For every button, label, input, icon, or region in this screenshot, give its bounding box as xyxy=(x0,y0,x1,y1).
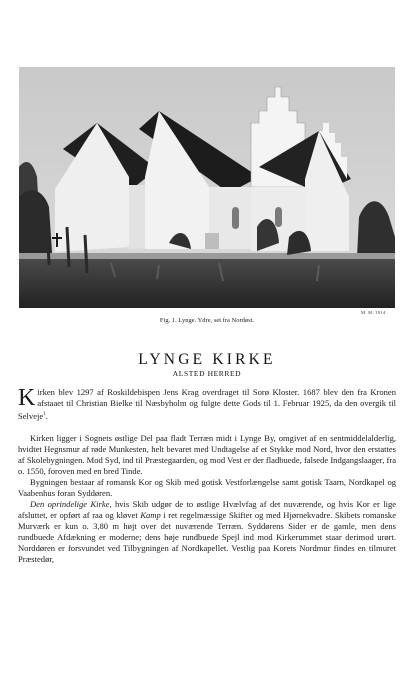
page-title: LYNGE KIRKE xyxy=(138,351,276,368)
intro-text: irken blev 1297 af Roskildebispen Jens Krag overdraget til Sorø Kloster. 1687 blev den fra Kronen afstaaet til Christian Bielke til Næsbyholm og fulgte dette Gods til 1. Februar 1925, da den overgik til Selveje xyxy=(18,387,396,421)
paragraph xyxy=(18,499,396,565)
paragraph: Bygningen bestaar af romansk Kor og Skib med gotisk Vestforlængelse samt gotisk Taarn, Nordkapel og Vaabenhus foran Syddøren. xyxy=(18,476,396,498)
intro-end: . xyxy=(45,410,48,421)
figure-caption: Fig. 1. Lynge. Ydre, set fra Nordøst. xyxy=(159,317,255,324)
paragraph-text: i ret regelmæssige Skifter og med Hjørnekvadre. Skibets romanske Murværk er kun o. 3,80 m højt over det nuværende Terræn. Syddørens Sider er de gamle, men dens rundbuede Afdækning er moderne; dens høje rundbuede Spejl ind mod Kirkerummet staar derimod urørt. Norddøren er forsvundet ved Tilbygningen af Nordkapellet. Vestlig paa Korets Nordmur findes en tilmuret Præstedør, xyxy=(18,509,396,564)
italic-lead: Den oprindelige Kirke, xyxy=(30,498,112,509)
photo-credit: M. M. 1914 xyxy=(361,310,386,315)
intro-paragraph xyxy=(18,387,396,422)
church-illustration xyxy=(19,67,395,308)
drop-capital: K xyxy=(18,385,36,411)
italic-word: Kamp xyxy=(140,509,161,520)
page-subtitle: ALSTED HERRED xyxy=(172,369,242,378)
paragraph: Kirken ligger i Sognets østlige Del paa fladt Terræn midt i Lynge By, omgivet af en sentmiddelalderlig, hvidtet Hegnsmur af røde Munkesten, helt bevaret med Undtagelse af et Stykke mod Nord, hvor den erstattes af Skolebygningen. Mod Syd, ind til Præstegaarden, og mod Vest er der fladbuede, falsede Indgangslaager, fra o. 1550, foroven med en bred Tinde. xyxy=(18,432,396,476)
paragraph-text: hvis Skib udgør de to østlige Hvælvfag af det nuværende, og hvis Kor er lige afsluttet, er opført af raa og kløvet xyxy=(18,498,397,520)
church-photograph xyxy=(19,67,395,308)
body-text xyxy=(18,387,396,565)
footnote-marker: 1 xyxy=(43,412,46,417)
